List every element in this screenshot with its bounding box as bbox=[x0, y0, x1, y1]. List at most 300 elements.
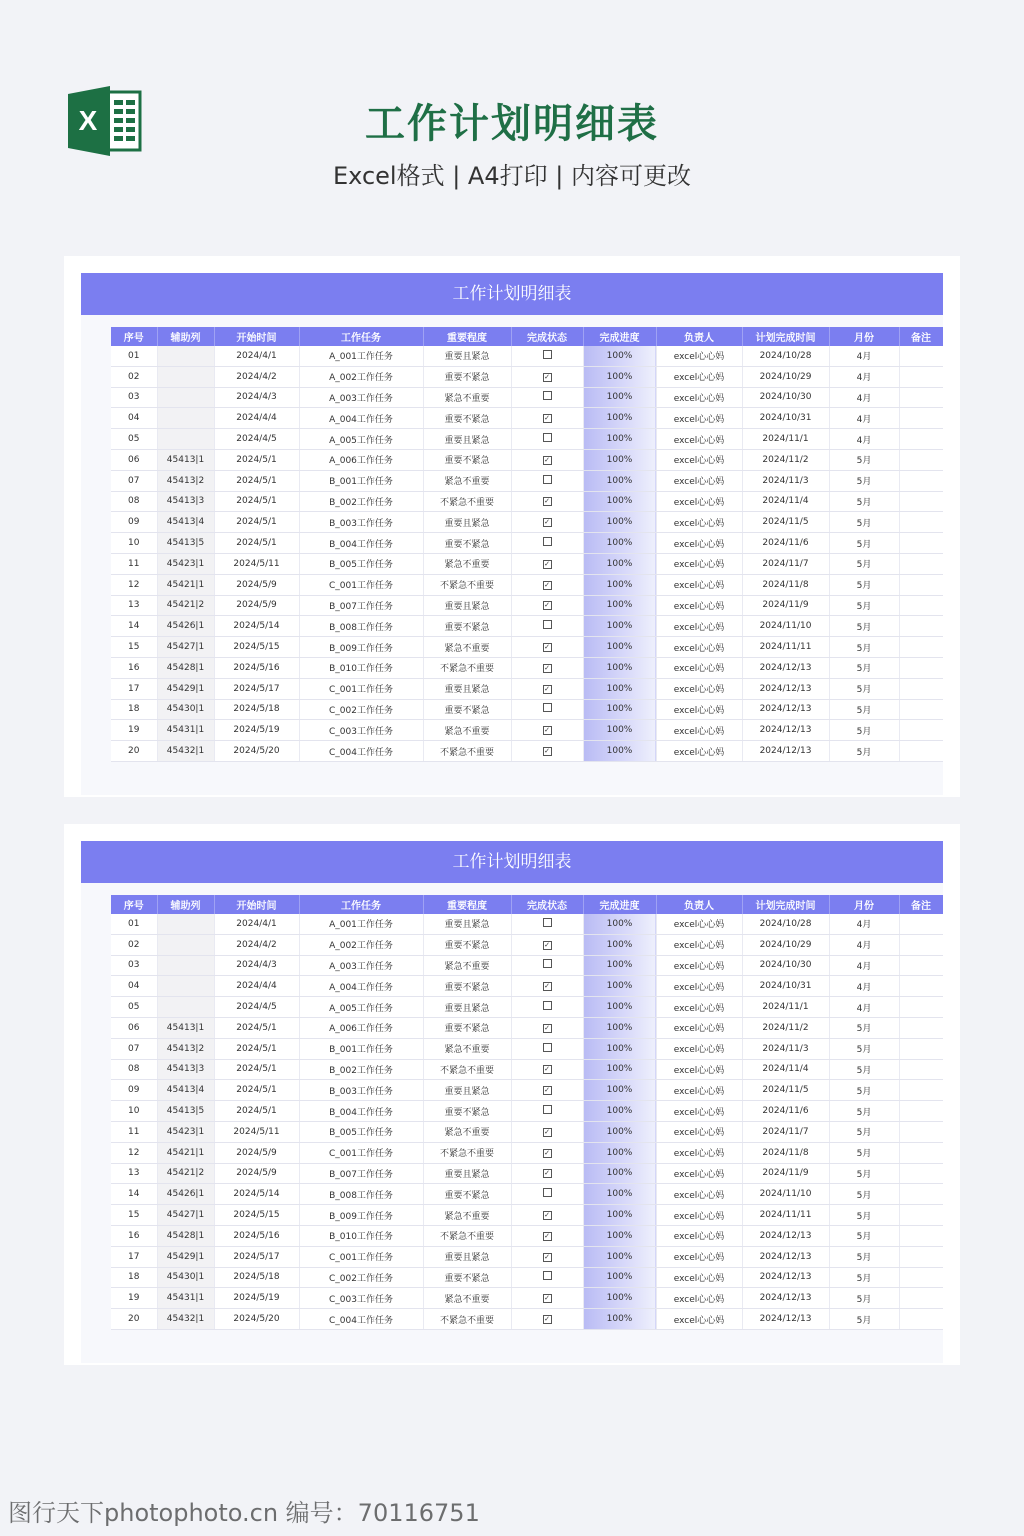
cell-start-date[interactable]: 2024/4/5 bbox=[214, 997, 299, 1018]
cell-owner[interactable]: excel心心妈 bbox=[656, 914, 742, 934]
cell-due-date[interactable]: 2024/11/5 bbox=[742, 512, 829, 533]
cell-progress-bar[interactable]: 100% bbox=[583, 470, 656, 491]
cell-note[interactable] bbox=[899, 616, 943, 637]
cell-due-date[interactable]: 2024/10/29 bbox=[742, 934, 829, 955]
cell-note[interactable] bbox=[899, 429, 943, 450]
cell-start-date[interactable]: 2024/5/11 bbox=[214, 553, 299, 574]
table-row[interactable] bbox=[111, 1184, 943, 1205]
cell-start-date[interactable]: 2024/5/1 bbox=[214, 1080, 299, 1101]
cell-note[interactable] bbox=[899, 720, 943, 741]
cell-due-date[interactable]: 2024/11/3 bbox=[742, 1038, 829, 1059]
cell-owner[interactable]: excel心心妈 bbox=[656, 955, 742, 976]
cell-due-date[interactable]: 2024/11/3 bbox=[742, 470, 829, 491]
cell-row-number[interactable]: 11 bbox=[111, 553, 157, 574]
table-row[interactable] bbox=[111, 741, 943, 762]
cell-task-name[interactable]: A_003工作任务 bbox=[299, 387, 423, 408]
cell-row-number[interactable]: 09 bbox=[111, 1080, 157, 1101]
table-row[interactable] bbox=[111, 699, 943, 720]
cell-done-checkbox[interactable] bbox=[511, 595, 583, 616]
cell-progress-bar[interactable]: 100% bbox=[583, 1038, 656, 1059]
cell-note[interactable] bbox=[899, 976, 943, 997]
cell-priority-level[interactable]: 紧急不重要 bbox=[423, 1205, 511, 1226]
cell-owner[interactable]: excel心心妈 bbox=[656, 1038, 742, 1059]
cell-priority-level[interactable]: 重要不紧急 bbox=[423, 533, 511, 554]
checked-checkbox-icon[interactable]: ✓ bbox=[544, 684, 550, 693]
checked-checkbox-icon[interactable]: ✓ bbox=[544, 747, 550, 756]
cell-owner[interactable]: excel心心妈 bbox=[656, 1059, 742, 1080]
cell-task-name[interactable]: B_009工作任务 bbox=[299, 1205, 423, 1226]
cell-aux-column[interactable] bbox=[157, 976, 214, 997]
cell-note[interactable] bbox=[899, 699, 943, 720]
cell-task-name[interactable]: B_009工作任务 bbox=[299, 637, 423, 658]
table-row[interactable] bbox=[111, 574, 943, 595]
cell-aux-column[interactable]: 45413|3 bbox=[157, 1059, 214, 1080]
table-row[interactable] bbox=[111, 512, 943, 533]
checked-checkbox-icon[interactable]: ✓ bbox=[544, 1086, 550, 1095]
cell-task-name[interactable]: B_001工作任务 bbox=[299, 470, 423, 491]
cell-row-number[interactable]: 08 bbox=[111, 491, 157, 512]
cell-owner[interactable]: excel心心妈 bbox=[656, 366, 742, 387]
table-row[interactable] bbox=[111, 1267, 943, 1288]
cell-month[interactable]: 5月 bbox=[829, 1288, 899, 1309]
cell-done-checkbox[interactable] bbox=[511, 1017, 583, 1038]
cell-month[interactable]: 5月 bbox=[829, 1121, 899, 1142]
cell-month[interactable]: 5月 bbox=[829, 1038, 899, 1059]
cell-row-number[interactable]: 20 bbox=[111, 1309, 157, 1330]
cell-row-number[interactable]: 14 bbox=[111, 616, 157, 637]
unchecked-checkbox-icon[interactable] bbox=[543, 1043, 552, 1052]
cell-task-name[interactable]: B_008工作任务 bbox=[299, 1184, 423, 1205]
cell-start-date[interactable]: 2024/5/15 bbox=[214, 637, 299, 658]
cell-due-date[interactable]: 2024/11/9 bbox=[742, 595, 829, 616]
cell-owner[interactable]: excel心心妈 bbox=[656, 408, 742, 429]
cell-progress-bar[interactable]: 100% bbox=[583, 699, 656, 720]
cell-due-date[interactable]: 2024/11/2 bbox=[742, 449, 829, 470]
cell-owner[interactable]: excel心心妈 bbox=[656, 1163, 742, 1184]
cell-due-date[interactable]: 2024/12/13 bbox=[742, 1309, 829, 1330]
cell-due-date[interactable]: 2024/11/1 bbox=[742, 997, 829, 1018]
unchecked-checkbox-icon[interactable] bbox=[543, 1188, 552, 1197]
cell-due-date[interactable]: 2024/12/13 bbox=[742, 1246, 829, 1267]
cell-month[interactable]: 4月 bbox=[829, 408, 899, 429]
cell-row-number[interactable]: 07 bbox=[111, 470, 157, 491]
table-row[interactable] bbox=[111, 595, 943, 616]
column-header-note[interactable]: 备注 bbox=[899, 895, 943, 914]
cell-done-checkbox[interactable] bbox=[511, 533, 583, 554]
cell-due-date[interactable]: 2024/10/29 bbox=[742, 366, 829, 387]
cell-start-date[interactable]: 2024/5/1 bbox=[214, 1038, 299, 1059]
cell-progress-bar[interactable]: 100% bbox=[583, 387, 656, 408]
cell-owner[interactable]: excel心心妈 bbox=[656, 1142, 742, 1163]
cell-month[interactable]: 5月 bbox=[829, 1267, 899, 1288]
cell-note[interactable] bbox=[899, 512, 943, 533]
cell-aux-column[interactable] bbox=[157, 429, 214, 450]
cell-row-number[interactable]: 14 bbox=[111, 1184, 157, 1205]
table-row[interactable] bbox=[111, 1017, 943, 1038]
table-row[interactable] bbox=[111, 408, 943, 429]
column-header-note[interactable]: 备注 bbox=[899, 327, 943, 346]
unchecked-checkbox-icon[interactable] bbox=[543, 620, 552, 629]
cell-done-checkbox[interactable] bbox=[511, 741, 583, 762]
cell-note[interactable] bbox=[899, 1101, 943, 1122]
cell-month[interactable]: 5月 bbox=[829, 1163, 899, 1184]
cell-row-number[interactable]: 06 bbox=[111, 449, 157, 470]
cell-task-name[interactable]: B_010工作任务 bbox=[299, 1225, 423, 1246]
cell-progress-bar[interactable]: 100% bbox=[583, 1225, 656, 1246]
cell-start-date[interactable]: 2024/5/17 bbox=[214, 1246, 299, 1267]
table-row[interactable] bbox=[111, 553, 943, 574]
checked-checkbox-icon[interactable]: ✓ bbox=[544, 455, 550, 464]
cell-task-name[interactable]: B_004工作任务 bbox=[299, 533, 423, 554]
cell-month[interactable]: 5月 bbox=[829, 595, 899, 616]
cell-progress-bar[interactable]: 100% bbox=[583, 976, 656, 997]
cell-priority-level[interactable]: 重要不紧急 bbox=[423, 699, 511, 720]
cell-priority-level[interactable]: 重要且紧急 bbox=[423, 1080, 511, 1101]
cell-start-date[interactable]: 2024/5/1 bbox=[214, 533, 299, 554]
cell-month[interactable]: 5月 bbox=[829, 720, 899, 741]
cell-start-date[interactable]: 2024/5/16 bbox=[214, 1225, 299, 1246]
cell-aux-column[interactable]: 45413|5 bbox=[157, 533, 214, 554]
checked-checkbox-icon[interactable]: ✓ bbox=[544, 663, 550, 672]
table-row[interactable] bbox=[111, 1121, 943, 1142]
cell-priority-level[interactable]: 重要不紧急 bbox=[423, 1184, 511, 1205]
cell-start-date[interactable]: 2024/5/1 bbox=[214, 449, 299, 470]
table-row[interactable] bbox=[111, 997, 943, 1018]
cell-owner[interactable]: excel心心妈 bbox=[656, 1309, 742, 1330]
cell-priority-level[interactable]: 重要且紧急 bbox=[423, 346, 511, 366]
table-row[interactable] bbox=[111, 637, 943, 658]
cell-start-date[interactable]: 2024/4/2 bbox=[214, 934, 299, 955]
cell-owner[interactable]: excel心心妈 bbox=[656, 449, 742, 470]
cell-month[interactable]: 4月 bbox=[829, 346, 899, 366]
cell-due-date[interactable]: 2024/10/28 bbox=[742, 914, 829, 934]
cell-progress-bar[interactable]: 100% bbox=[583, 1309, 656, 1330]
checked-checkbox-icon[interactable]: ✓ bbox=[544, 643, 550, 652]
cell-owner[interactable]: excel心心妈 bbox=[656, 429, 742, 450]
cell-priority-level[interactable]: 重要不紧急 bbox=[423, 408, 511, 429]
cell-start-date[interactable]: 2024/5/19 bbox=[214, 1288, 299, 1309]
cell-start-date[interactable]: 2024/4/2 bbox=[214, 366, 299, 387]
cell-done-checkbox[interactable] bbox=[511, 449, 583, 470]
cell-row-number[interactable]: 15 bbox=[111, 637, 157, 658]
cell-due-date[interactable]: 2024/11/10 bbox=[742, 616, 829, 637]
column-header-start-date[interactable]: 开始时间 bbox=[214, 327, 299, 346]
unchecked-checkbox-icon[interactable] bbox=[543, 475, 552, 484]
cell-progress-bar[interactable]: 100% bbox=[583, 1101, 656, 1122]
cell-aux-column[interactable]: 45426|1 bbox=[157, 616, 214, 637]
cell-row-number[interactable]: 01 bbox=[111, 914, 157, 934]
cell-note[interactable] bbox=[899, 533, 943, 554]
cell-start-date[interactable]: 2024/5/9 bbox=[214, 1142, 299, 1163]
checked-checkbox-icon[interactable]: ✓ bbox=[544, 1169, 550, 1178]
cell-priority-level[interactable]: 紧急不重要 bbox=[423, 955, 511, 976]
cell-aux-column[interactable]: 45421|2 bbox=[157, 595, 214, 616]
cell-priority-level[interactable]: 重要且紧急 bbox=[423, 678, 511, 699]
cell-aux-column[interactable]: 45413|1 bbox=[157, 1017, 214, 1038]
table-row[interactable] bbox=[111, 976, 943, 997]
cell-owner[interactable]: excel心心妈 bbox=[656, 1225, 742, 1246]
checked-checkbox-icon[interactable]: ✓ bbox=[544, 1023, 550, 1032]
cell-row-number[interactable]: 07 bbox=[111, 1038, 157, 1059]
column-header-row-number[interactable]: 序号 bbox=[111, 895, 157, 914]
cell-priority-level[interactable]: 重要且紧急 bbox=[423, 997, 511, 1018]
cell-progress-bar[interactable]: 100% bbox=[583, 1080, 656, 1101]
cell-owner[interactable]: excel心心妈 bbox=[656, 595, 742, 616]
cell-month[interactable]: 5月 bbox=[829, 1059, 899, 1080]
cell-month[interactable]: 5月 bbox=[829, 533, 899, 554]
cell-note[interactable] bbox=[899, 1080, 943, 1101]
cell-owner[interactable]: excel心心妈 bbox=[656, 1101, 742, 1122]
cell-owner[interactable]: excel心心妈 bbox=[656, 616, 742, 637]
cell-aux-column[interactable]: 45432|1 bbox=[157, 741, 214, 762]
cell-row-number[interactable]: 13 bbox=[111, 595, 157, 616]
cell-done-checkbox[interactable] bbox=[511, 491, 583, 512]
cell-due-date[interactable]: 2024/11/11 bbox=[742, 1205, 829, 1226]
cell-task-name[interactable]: B_008工作任务 bbox=[299, 616, 423, 637]
cell-done-checkbox[interactable] bbox=[511, 387, 583, 408]
cell-aux-column[interactable]: 45426|1 bbox=[157, 1184, 214, 1205]
cell-aux-column[interactable]: 45421|1 bbox=[157, 1142, 214, 1163]
cell-owner[interactable]: excel心心妈 bbox=[656, 741, 742, 762]
cell-row-number[interactable]: 16 bbox=[111, 657, 157, 678]
cell-due-date[interactable]: 2024/11/7 bbox=[742, 1121, 829, 1142]
column-header-owner[interactable]: 负责人 bbox=[656, 895, 742, 914]
cell-priority-level[interactable]: 重要不紧急 bbox=[423, 366, 511, 387]
cell-aux-column[interactable]: 45430|1 bbox=[157, 1267, 214, 1288]
cell-month[interactable]: 5月 bbox=[829, 470, 899, 491]
cell-done-checkbox[interactable] bbox=[511, 346, 583, 366]
cell-progress-bar[interactable]: 100% bbox=[583, 408, 656, 429]
cell-task-name[interactable]: C_003工作任务 bbox=[299, 720, 423, 741]
cell-task-name[interactable]: B_007工作任务 bbox=[299, 1163, 423, 1184]
cell-note[interactable] bbox=[899, 408, 943, 429]
table-row[interactable] bbox=[111, 533, 943, 554]
cell-row-number[interactable]: 05 bbox=[111, 997, 157, 1018]
cell-note[interactable] bbox=[899, 637, 943, 658]
cell-due-date[interactable]: 2024/11/4 bbox=[742, 1059, 829, 1080]
cell-due-date[interactable]: 2024/12/13 bbox=[742, 1288, 829, 1309]
cell-due-date[interactable]: 2024/12/13 bbox=[742, 678, 829, 699]
table-row[interactable] bbox=[111, 616, 943, 637]
checked-checkbox-icon[interactable]: ✓ bbox=[544, 1252, 550, 1261]
cell-row-number[interactable]: 06 bbox=[111, 1017, 157, 1038]
cell-done-checkbox[interactable] bbox=[511, 1121, 583, 1142]
cell-priority-level[interactable]: 重要不紧急 bbox=[423, 449, 511, 470]
cell-priority-level[interactable]: 不紧急不重要 bbox=[423, 1225, 511, 1246]
cell-month[interactable]: 4月 bbox=[829, 955, 899, 976]
cell-progress-bar[interactable]: 100% bbox=[583, 449, 656, 470]
cell-owner[interactable]: excel心心妈 bbox=[656, 1121, 742, 1142]
cell-note[interactable] bbox=[899, 678, 943, 699]
cell-note[interactable] bbox=[899, 1288, 943, 1309]
cell-note[interactable] bbox=[899, 1163, 943, 1184]
cell-start-date[interactable]: 2024/5/1 bbox=[214, 470, 299, 491]
cell-done-checkbox[interactable] bbox=[511, 574, 583, 595]
cell-note[interactable] bbox=[899, 1184, 943, 1205]
cell-task-name[interactable]: C_001工作任务 bbox=[299, 1142, 423, 1163]
cell-progress-bar[interactable]: 100% bbox=[583, 512, 656, 533]
cell-progress-bar[interactable]: 100% bbox=[583, 616, 656, 637]
cell-note[interactable] bbox=[899, 997, 943, 1018]
cell-note[interactable] bbox=[899, 574, 943, 595]
cell-task-name[interactable]: B_002工作任务 bbox=[299, 1059, 423, 1080]
cell-priority-level[interactable]: 重要且紧急 bbox=[423, 512, 511, 533]
cell-start-date[interactable]: 2024/4/3 bbox=[214, 387, 299, 408]
checked-checkbox-icon[interactable]: ✓ bbox=[544, 580, 550, 589]
cell-aux-column[interactable]: 45429|1 bbox=[157, 1246, 214, 1267]
checked-checkbox-icon[interactable]: ✓ bbox=[544, 1231, 550, 1240]
cell-note[interactable] bbox=[899, 553, 943, 574]
cell-note[interactable] bbox=[899, 449, 943, 470]
cell-row-number[interactable]: 18 bbox=[111, 699, 157, 720]
column-header-aux-column[interactable]: 辅助列 bbox=[157, 895, 214, 914]
unchecked-checkbox-icon[interactable] bbox=[543, 1271, 552, 1280]
cell-task-name[interactable]: C_004工作任务 bbox=[299, 1309, 423, 1330]
column-header-progress-bar[interactable]: 完成进度 bbox=[583, 895, 656, 914]
cell-month[interactable]: 5月 bbox=[829, 1080, 899, 1101]
checked-checkbox-icon[interactable]: ✓ bbox=[544, 982, 550, 991]
cell-priority-level[interactable]: 紧急不重要 bbox=[423, 1121, 511, 1142]
cell-task-name[interactable]: A_005工作任务 bbox=[299, 997, 423, 1018]
cell-progress-bar[interactable]: 100% bbox=[583, 1121, 656, 1142]
cell-note[interactable] bbox=[899, 1017, 943, 1038]
cell-progress-bar[interactable]: 100% bbox=[583, 955, 656, 976]
cell-owner[interactable]: excel心心妈 bbox=[656, 387, 742, 408]
cell-month[interactable]: 4月 bbox=[829, 914, 899, 934]
cell-note[interactable] bbox=[899, 1142, 943, 1163]
cell-owner[interactable]: excel心心妈 bbox=[656, 637, 742, 658]
cell-progress-bar[interactable]: 100% bbox=[583, 1267, 656, 1288]
cell-aux-column[interactable]: 45423|1 bbox=[157, 1121, 214, 1142]
cell-due-date[interactable]: 2024/10/28 bbox=[742, 346, 829, 366]
cell-priority-level[interactable]: 不紧急不重要 bbox=[423, 1059, 511, 1080]
cell-progress-bar[interactable]: 100% bbox=[583, 997, 656, 1018]
table-row[interactable] bbox=[111, 470, 943, 491]
cell-month[interactable]: 5月 bbox=[829, 1184, 899, 1205]
checked-checkbox-icon[interactable]: ✓ bbox=[544, 372, 550, 381]
cell-progress-bar[interactable]: 100% bbox=[583, 1288, 656, 1309]
cell-owner[interactable]: excel心心妈 bbox=[656, 720, 742, 741]
cell-owner[interactable]: excel心心妈 bbox=[656, 1205, 742, 1226]
cell-owner[interactable]: excel心心妈 bbox=[656, 533, 742, 554]
cell-task-name[interactable]: A_001工作任务 bbox=[299, 346, 423, 366]
cell-note[interactable] bbox=[899, 1121, 943, 1142]
cell-due-date[interactable]: 2024/12/13 bbox=[742, 699, 829, 720]
cell-note[interactable] bbox=[899, 1059, 943, 1080]
cell-task-name[interactable]: A_003工作任务 bbox=[299, 955, 423, 976]
cell-done-checkbox[interactable] bbox=[511, 616, 583, 637]
cell-row-number[interactable]: 08 bbox=[111, 1059, 157, 1080]
cell-owner[interactable]: excel心心妈 bbox=[656, 512, 742, 533]
table-row[interactable] bbox=[111, 1142, 943, 1163]
cell-due-date[interactable]: 2024/11/6 bbox=[742, 1101, 829, 1122]
table-row[interactable] bbox=[111, 1163, 943, 1184]
cell-month[interactable]: 5月 bbox=[829, 657, 899, 678]
cell-month[interactable]: 4月 bbox=[829, 976, 899, 997]
cell-month[interactable]: 4月 bbox=[829, 934, 899, 955]
checked-checkbox-icon[interactable]: ✓ bbox=[544, 1127, 550, 1136]
cell-start-date[interactable]: 2024/5/1 bbox=[214, 512, 299, 533]
cell-due-date[interactable]: 2024/12/13 bbox=[742, 720, 829, 741]
table-row[interactable] bbox=[111, 955, 943, 976]
cell-note[interactable] bbox=[899, 366, 943, 387]
cell-aux-column[interactable] bbox=[157, 346, 214, 366]
cell-start-date[interactable]: 2024/4/1 bbox=[214, 914, 299, 934]
table-row[interactable] bbox=[111, 1038, 943, 1059]
cell-due-date[interactable]: 2024/11/11 bbox=[742, 637, 829, 658]
cell-aux-column[interactable]: 45431|1 bbox=[157, 1288, 214, 1309]
cell-month[interactable]: 5月 bbox=[829, 1101, 899, 1122]
table-row[interactable] bbox=[111, 1288, 943, 1309]
cell-done-checkbox[interactable] bbox=[511, 1225, 583, 1246]
cell-row-number[interactable]: 12 bbox=[111, 574, 157, 595]
cell-progress-bar[interactable]: 100% bbox=[583, 1059, 656, 1080]
cell-row-number[interactable]: 05 bbox=[111, 429, 157, 450]
cell-owner[interactable]: excel心心妈 bbox=[656, 491, 742, 512]
cell-done-checkbox[interactable] bbox=[511, 1142, 583, 1163]
cell-row-number[interactable]: 09 bbox=[111, 512, 157, 533]
unchecked-checkbox-icon[interactable] bbox=[543, 1001, 552, 1010]
cell-done-checkbox[interactable] bbox=[511, 1038, 583, 1059]
checked-checkbox-icon[interactable]: ✓ bbox=[544, 497, 550, 506]
cell-month[interactable]: 5月 bbox=[829, 616, 899, 637]
cell-note[interactable] bbox=[899, 387, 943, 408]
cell-note[interactable] bbox=[899, 491, 943, 512]
cell-task-name[interactable]: A_002工作任务 bbox=[299, 934, 423, 955]
cell-aux-column[interactable]: 45413|2 bbox=[157, 470, 214, 491]
cell-done-checkbox[interactable] bbox=[511, 1184, 583, 1205]
cell-note[interactable] bbox=[899, 1038, 943, 1059]
cell-owner[interactable]: excel心心妈 bbox=[656, 934, 742, 955]
cell-month[interactable]: 4月 bbox=[829, 387, 899, 408]
cell-aux-column[interactable]: 45413|1 bbox=[157, 449, 214, 470]
cell-progress-bar[interactable]: 100% bbox=[583, 914, 656, 934]
column-header-priority-level[interactable]: 重要程度 bbox=[423, 895, 511, 914]
cell-done-checkbox[interactable] bbox=[511, 553, 583, 574]
cell-start-date[interactable]: 2024/4/4 bbox=[214, 976, 299, 997]
cell-done-checkbox[interactable] bbox=[511, 1101, 583, 1122]
cell-month[interactable]: 5月 bbox=[829, 741, 899, 762]
cell-aux-column[interactable] bbox=[157, 934, 214, 955]
table-row[interactable] bbox=[111, 1246, 943, 1267]
cell-priority-level[interactable]: 紧急不重要 bbox=[423, 553, 511, 574]
column-header-month[interactable]: 月份 bbox=[829, 327, 899, 346]
column-header-done-checkbox[interactable]: 完成状态 bbox=[511, 895, 583, 914]
cell-row-number[interactable]: 01 bbox=[111, 346, 157, 366]
cell-row-number[interactable]: 04 bbox=[111, 408, 157, 429]
cell-task-name[interactable]: A_004工作任务 bbox=[299, 976, 423, 997]
cell-due-date[interactable]: 2024/11/8 bbox=[742, 1142, 829, 1163]
checked-checkbox-icon[interactable]: ✓ bbox=[544, 940, 550, 949]
cell-done-checkbox[interactable] bbox=[511, 699, 583, 720]
cell-start-date[interactable]: 2024/4/5 bbox=[214, 429, 299, 450]
table-row[interactable] bbox=[111, 346, 943, 366]
column-header-task-name[interactable]: 工作任务 bbox=[299, 895, 423, 914]
cell-aux-column[interactable] bbox=[157, 387, 214, 408]
cell-month[interactable]: 5月 bbox=[829, 574, 899, 595]
cell-done-checkbox[interactable] bbox=[511, 408, 583, 429]
cell-note[interactable] bbox=[899, 470, 943, 491]
cell-note[interactable] bbox=[899, 1205, 943, 1226]
cell-aux-column[interactable]: 45413|4 bbox=[157, 1080, 214, 1101]
cell-priority-level[interactable]: 不紧急不重要 bbox=[423, 574, 511, 595]
cell-start-date[interactable]: 2024/5/17 bbox=[214, 678, 299, 699]
cell-priority-level[interactable]: 不紧急不重要 bbox=[423, 741, 511, 762]
cell-due-date[interactable]: 2024/11/10 bbox=[742, 1184, 829, 1205]
cell-due-date[interactable]: 2024/11/9 bbox=[742, 1163, 829, 1184]
unchecked-checkbox-icon[interactable] bbox=[543, 703, 552, 712]
cell-owner[interactable]: excel心心妈 bbox=[656, 997, 742, 1018]
